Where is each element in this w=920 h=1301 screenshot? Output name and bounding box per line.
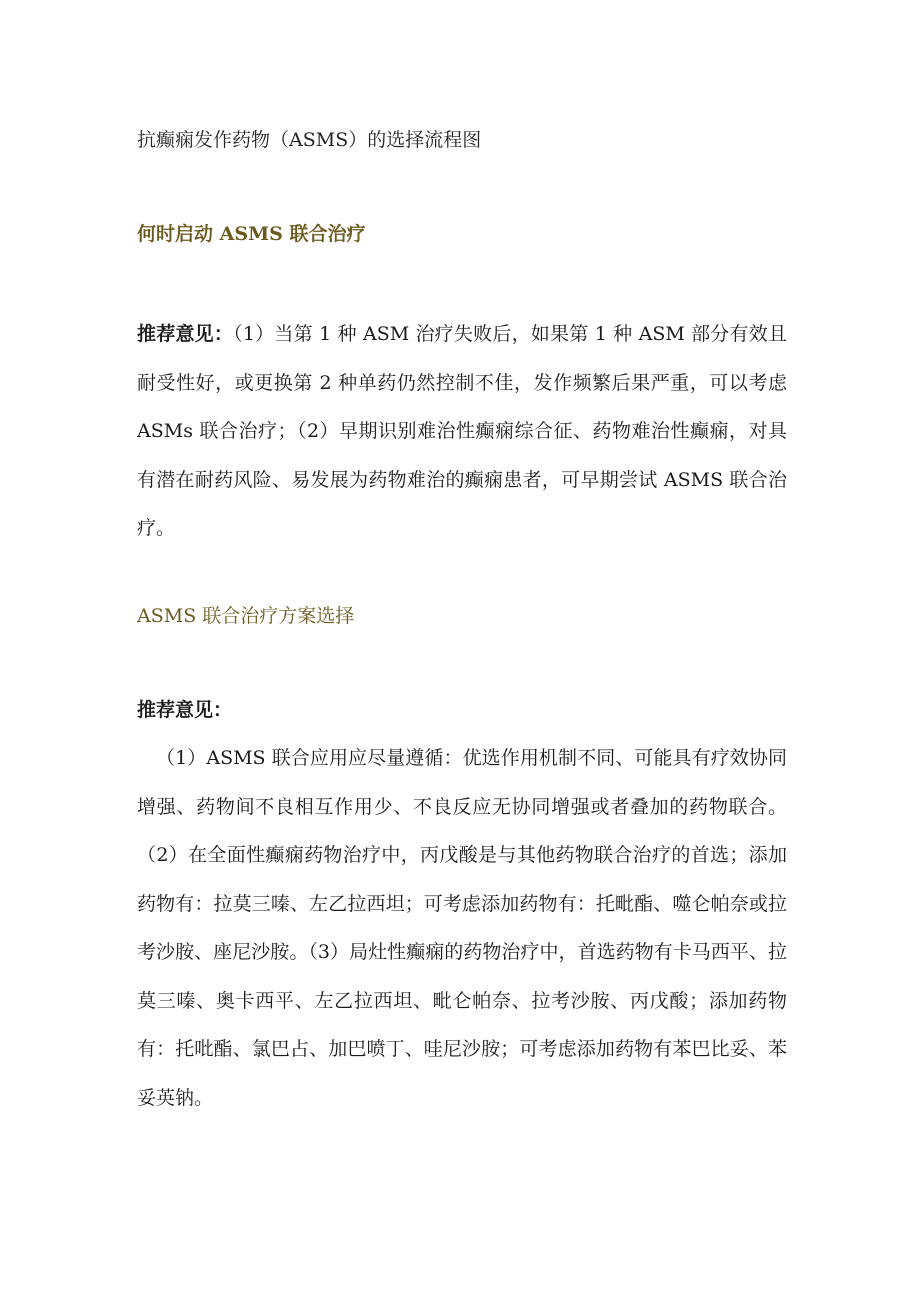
section-heading-regimen-choice: ASMS 联合治疗方案选择 [137,605,355,627]
recommendation-paragraph-2: （1）ASMS 联合应用应尽量遵循：优选作用机制不同、可能具有疗效协同增强、药物间不良相互作用少、不良反应无协同增强或者叠加的药物联合。（2）在全面性癫痫药物治疗中，丙戊酸是与其他药物联合治疗的首选；添加药物有：拉莫三嗪、左乙拉西坦；可考虑添加药物有：托毗酯、噬仑帕奈或拉考沙胺、座尼沙胺。（3）局灶性癫痫的药物治疗中，首选药物有卡马西平、拉莫三嗪、奥卡西平、左乙拉西坦、毗仑帕奈、拉考沙胺、丙戊酸；添加药物有：托吡酯、氯巴占、加巴喷丁、哇尼沙胺；可考虑添加药物有苯巴比妥、苯妥英钠。 [137,747,787,1109]
recommendation-label: 推荐意见： [137,699,233,721]
recommendation-paragraph-1 [137,310,787,553]
document-title: 抗癫痫发作药物（ASMS）的选择流程图 [137,129,482,151]
recommendation-text: （1）当第 1 种 ASM 治疗失败后，如果第 1 种 ASM 部分有效且耐受性好，或更换第 2 种单药仍然控制不佳，发作频繁后果严重，可以考虑 ASMs 联合治疗；（2）早期识别难治性癫痫综合征、药物难治性癫痫，对具有潜在耐药风险、易发展为药物难治的癫痫患者，可早期尝试 ASMS 联合治疗。 [137,323,787,539]
section-heading-when-to-start: 何时启动 ASMS 联合治疗 [137,223,366,245]
recommendation-label: 推荐意见： [137,323,234,345]
